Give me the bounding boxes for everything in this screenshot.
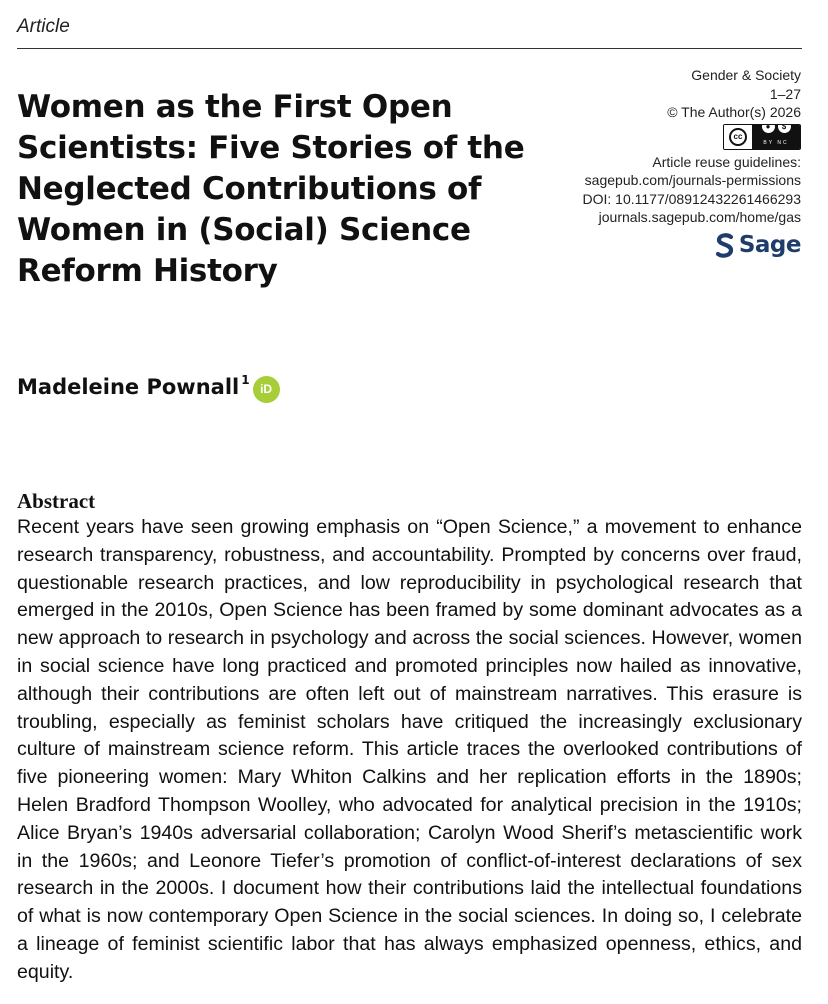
publisher-name: Sage: [738, 232, 801, 259]
cc-by-nc-icon: [723, 124, 801, 150]
journal-name: Gender & Society: [691, 67, 801, 83]
reuse-guidelines-label: Article reuse guidelines:: [652, 153, 801, 170]
publisher-logo[interactable]: [715, 233, 801, 259]
author-line: [17, 375, 280, 403]
article-title: Women as the First Open Scientists: Five Stories of the Neglected Contributions of Women in (Social) Science Reform History: [17, 89, 525, 289]
section-label: Article: [17, 16, 70, 37]
cc-icon-label: cc: [729, 128, 747, 146]
abstract-heading: Abstract: [17, 489, 96, 513]
sage-s-icon: [715, 233, 735, 259]
journal-meta-block: [501, 66, 801, 263]
cc-by-icon: ●: [762, 124, 775, 134]
affiliation-marker: 1: [241, 373, 250, 387]
abstract-text: Recent years have seen growing emphasis on “Open Science,” a movement to enhance research transparency, robustness, and accountability. Prompted by concerns over fraud, questionable research practices, and low reproducibility in psychological research that emerged in the 2010s, Open Science has been framed by some dominant advocates as a new approach to research in psychology and across the social sciences. However, women in social science have long practiced and promoted principles now hailed as innovative, although their contributions are often left out of mainstream narratives. This erasure is troubling, especially as feminist scholars have critiqued the increasingly exclusionary culture of mainstream science reform. This article traces the overlooked contributions of five pioneering women: Mary Whiton Calkins and her replication efforts in the 1890s; Helen Bradford Thompson Woolley, who advocated for analytical precision in the 1910s; Alice Bryan’s 1940s adversarial collaboration; Carolyn Wood Sherif’s metascientific work in the 1960s; and Leonore Tiefer’s promotion of conflict-of-interest declarations of sex research in the 2000s. I document how their contributions laid the intellectual foundations of what is now contemporary Open Science in the social sciences. In doing so, I celebrate a lineage of feminist scientific labor that has always emphasized openness, ethics, and equity.: [17, 516, 802, 983]
page-range: 1–27: [769, 85, 801, 102]
cc-nc-icon: $: [778, 124, 791, 134]
doi-link[interactable]: DOI: 10.1177/08912432261466293: [582, 190, 801, 207]
orcid-icon[interactable]: iD: [253, 376, 280, 403]
author-name: Madeleine Pownall: [17, 375, 240, 399]
journal-home-link[interactable]: journals.sagepub.com/home/gas: [598, 209, 801, 225]
cc-license-tags: BY NC: [763, 140, 789, 147]
reuse-guidelines-link[interactable]: sagepub.com/journals-permissions: [584, 172, 801, 188]
header-rule: [17, 48, 802, 49]
copyright-line: © The Author(s) 2026: [667, 104, 801, 120]
